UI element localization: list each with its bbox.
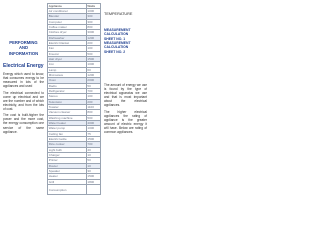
appliance-table <box>47 3 101 195</box>
appliance-watts-cell: 300 <box>86 19 100 24</box>
appliance-name-cell: Air conditioner <box>48 9 87 14</box>
appliance-name-cell: Oven <box>48 78 87 83</box>
appliance-name-cell: Printer <box>48 158 87 163</box>
appliance-watts-cell: 60 <box>86 67 100 72</box>
paragraph: The cost is built-higher the power and the more cost, the energy consumption one service of the same appliance. <box>3 113 44 134</box>
appliance-name-cell: Grill <box>48 179 87 185</box>
appliance-name-cell: Light bulb <box>48 147 87 152</box>
section-title-line: PERFORMING <box>9 40 38 45</box>
section-title <box>3 40 44 56</box>
appliance-watts-cell: 100 <box>86 94 100 99</box>
paragraph: The higher electrical appliances the rating of appliance is the greater amount of electric energy it will have. Below are rating of common appliances. <box>104 109 147 135</box>
appliance-watts-cell: 3000 <box>86 30 100 35</box>
appliance-name-cell: Toaster <box>48 104 87 109</box>
appliance-name-cell: Coffee maker <box>48 24 87 29</box>
appliance-name-cell: Heater <box>48 174 87 179</box>
appliance-watts-cell: 1100 <box>86 104 100 109</box>
section-title-line: INFORMATION <box>8 50 39 56</box>
appliance-watts-cell: 100 <box>86 46 100 51</box>
heading-line: MEASUREMENT <box>104 28 131 32</box>
appliance-watts-cell: 1000 <box>86 126 100 131</box>
appliance-name-cell: Washing machine <box>48 115 87 120</box>
heading-line: CALCULATION <box>104 45 129 50</box>
appliance-watts-cell: 500 <box>86 51 100 56</box>
appliance-watts-cell: 2000 <box>86 78 100 83</box>
paragraph: The amount of energy we use is found by the type of electrical apparatus we use and that is most important about the electrical appliances. <box>104 83 147 108</box>
appliance-watts-cell: 800 <box>86 24 100 29</box>
appliance-watts-cell: 1500 <box>86 136 100 141</box>
appliance-watts-cell: 10 <box>86 163 100 168</box>
calculation-heading <box>104 41 147 54</box>
appliance-watts-cell: 700 <box>86 142 100 147</box>
appliance-name-cell: Ceiling fan <box>48 131 87 136</box>
table-footer-row <box>48 185 101 195</box>
appliance-name-cell: Charger <box>48 152 87 157</box>
heading-line: SHEET NO. 2 <box>104 49 126 54</box>
table-body <box>48 9 101 195</box>
paragraph: The electrical connected to come up electrical and we are the number and of which electricity, and from the lots of cost. <box>3 90 44 111</box>
appliance-name-cell: Lamp <box>48 67 87 72</box>
appliance-name-cell: Vacuum cleaner <box>48 110 87 115</box>
appliance-watts-cell: 1500 <box>86 56 100 61</box>
appliance-watts-cell: 1200 <box>86 72 100 77</box>
column-header: Appliance <box>48 4 87 9</box>
section-title-line: AND <box>18 45 29 51</box>
right-body-text <box>104 83 147 137</box>
appliance-name-cell: Microwave <box>48 72 87 77</box>
footer-label-cell: Consumption <box>48 185 87 195</box>
appliance-name-cell: Freezer <box>48 51 87 56</box>
appliance-name-cell: Water pump <box>48 126 87 131</box>
section-heading: Electrical Energy <box>3 63 44 69</box>
appliance-name-cell: Electric blanket <box>48 40 87 45</box>
appliance-name-cell: Iron <box>48 62 87 67</box>
appliance-watts-cell: 50 <box>86 83 100 88</box>
appliance-name-cell: Water heater <box>48 120 87 125</box>
appliance-name-cell: Radio <box>48 83 87 88</box>
calculation-heading <box>104 28 147 41</box>
appliance-watts-cell: 300 <box>86 14 100 19</box>
heading-line: SHEET NO. 1 <box>104 36 126 41</box>
appliance-watts-cell: 700 <box>86 88 100 93</box>
heading-line: MEASUREMENT <box>104 41 131 45</box>
appliance-name-cell: Electric kettle <box>48 136 87 141</box>
appliance-watts-cell: 1200 <box>86 35 100 40</box>
appliance-watts-cell: 10 <box>86 152 100 157</box>
appliance-name-cell: Television <box>48 99 87 104</box>
appliance-name-cell: Router <box>48 163 87 168</box>
appliance-name-cell: Computer <box>48 19 87 24</box>
heading-line: CALCULATION <box>104 32 129 37</box>
column-header: Watts <box>86 4 100 9</box>
page-heading: TEMPERATURE <box>104 12 133 16</box>
appliance-name-cell: Fan <box>48 46 87 51</box>
appliance-watts-cell: 50 <box>86 158 100 163</box>
appliance-watts-cell: 75 <box>86 131 100 136</box>
right-column <box>104 0 147 198</box>
appliance-name-cell: Speaker <box>48 168 87 173</box>
appliance-watts-cell: 30 <box>86 168 100 173</box>
appliance-watts-cell: 1800 <box>86 179 100 185</box>
document-page <box>0 0 149 198</box>
footer-value-cell <box>86 185 100 195</box>
appliance-watts-cell: 40 <box>86 147 100 152</box>
appliance-watts-cell: 800 <box>86 110 100 115</box>
appliance-watts-cell: 200 <box>86 99 100 104</box>
appliance-name-cell: Rice cooker <box>48 142 87 147</box>
appliance-watts-cell: 500 <box>86 115 100 120</box>
appliance-name-cell: Dishwasher <box>48 35 87 40</box>
appliance-name-cell: Clothes dryer <box>48 30 87 35</box>
appliance-watts-cell: 1000 <box>86 62 100 67</box>
appliance-watts-cell: 200 <box>86 40 100 45</box>
appliance-name-cell: Refrigerator <box>48 88 87 93</box>
left-column <box>3 0 44 198</box>
left-body-text <box>3 72 44 136</box>
appliance-watts-cell: 1000 <box>86 9 100 14</box>
paragraph: Energy which used to know, that consumes energy to be measured in lots of the appliances and used <box>3 72 44 89</box>
appliance-name-cell: Stereo <box>48 94 87 99</box>
appliance-watts-cell: 1500 <box>86 174 100 179</box>
appliance-name-cell: Hair dryer <box>48 56 87 61</box>
appliance-watts-cell: 4000 <box>86 120 100 125</box>
appliance-name-cell: Blender <box>48 14 87 19</box>
